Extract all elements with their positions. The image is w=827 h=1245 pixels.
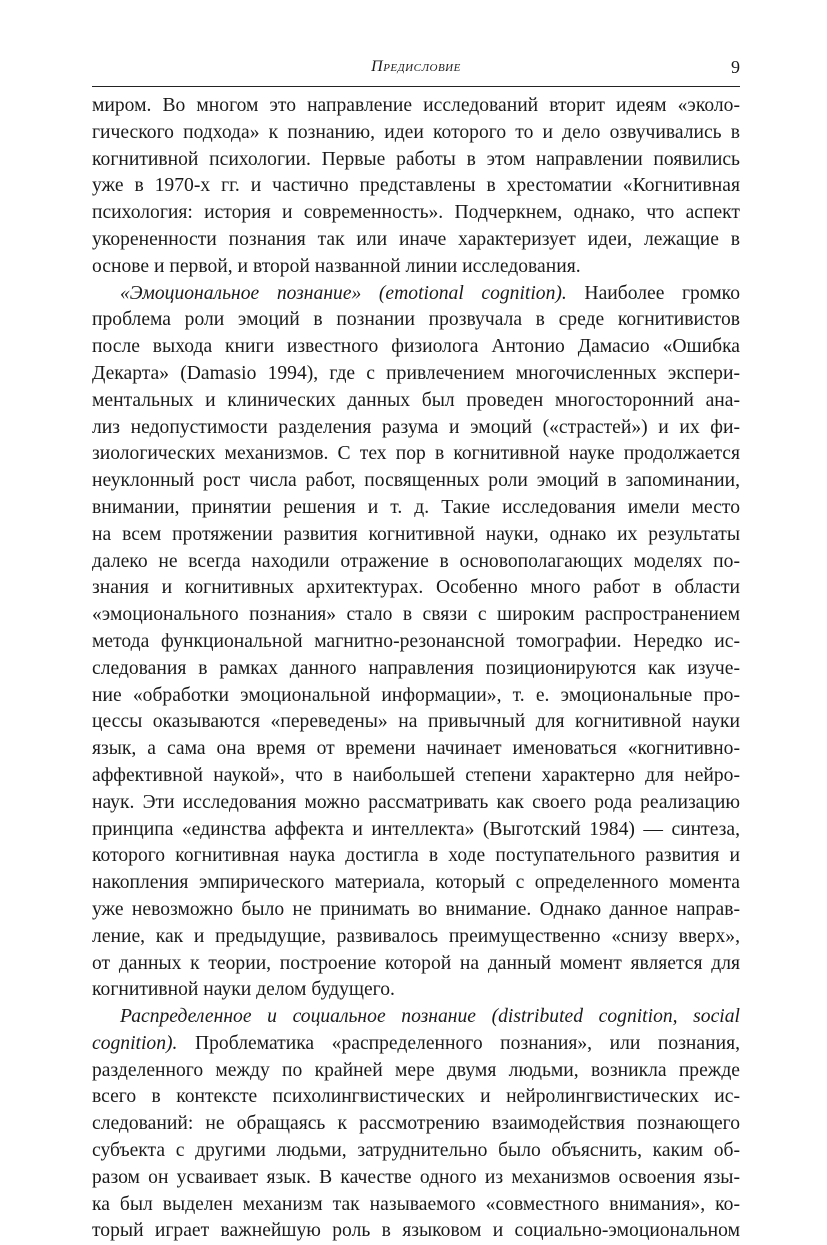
running-title: Предисловие (371, 58, 461, 75)
text-line: укорененности познания так или иначе характеризует идеи, лежащие в (92, 228, 740, 250)
text-line: когнитивной науки делом будущего. (92, 979, 395, 1001)
text-line: гического подхода» к познанию, идеи которого то и дело озвучивались в (92, 121, 740, 143)
text-line: ментальных и клинических данных был проведен многосторонний ана- (92, 389, 740, 411)
section-heading-distributed-cognition: Распределенное и социальное познание (distributed cognition, social (120, 1006, 740, 1028)
text-line: далеко не всегда находили отражение в основополагающих моделях по- (92, 550, 740, 572)
text-line: наук. Эти исследования можно рассматривать как своего рода реализацию (92, 791, 740, 813)
text-line (92, 281, 740, 308)
text-line: от данных к теории, построение которой на данный момент является для (92, 952, 740, 974)
text-line: ление, как и предыдущие, развивалось преимущественно «снизу вверх», (92, 925, 740, 947)
paragraph-3 (92, 1004, 740, 1245)
text-line: знания и когнитивных архитектурах. Особенно много работ в области (92, 577, 740, 599)
text-line: разом он усваивает язык. В качестве одного из механизмов освоения язы- (92, 1166, 740, 1188)
text-line: всего в контексте психолингвистических и нейролингвистических ис- (92, 1086, 740, 1108)
text-line (92, 1031, 740, 1058)
text-line: следований: не обращаясь к рассмотрению взаимодействия познающего (92, 1113, 740, 1135)
text-line: после выхода книги известного физиолога Антонио Дамасио «Ошибка (92, 336, 740, 358)
text-line: психология: история и современность». Подчеркнем, однако, что аспект (92, 202, 740, 224)
text-line: уже невозможно было не принимать во внимание. Однако данное направ- (92, 898, 740, 920)
text-line: следования в рамках данного направления позиционируются как изуче- (92, 657, 740, 679)
section-heading-continuation: cognition). (92, 1032, 178, 1054)
text-line: ние «обработки эмоциональной информации», т. е. эмоциональные про- (92, 684, 740, 706)
text-line: уже в 1970-х гг. и частично представлены в хрестоматии «Когнитивная (92, 175, 740, 197)
text-fragment: Наиболее громко (566, 282, 740, 304)
text-line: аффективной наукой», что в наибольшей степени характерно для нейро- (92, 764, 740, 786)
text-line: Декарта» (Damasio 1994), где с привлечением многочисленных экспери- (92, 362, 740, 384)
section-heading-emotional-cognition: «Эмоциональное познание» (emotional cognition). (120, 282, 567, 304)
text-line: миром. Во многом это направление исследований вторит идеям «эколо- (92, 95, 740, 116)
text-line: которого когнитивная наука достигла в ходе поступательного развития и (92, 845, 740, 867)
paragraph-1 (92, 93, 740, 281)
text-line: основе и первой, и второй названной линии исследования. (92, 255, 581, 277)
text-line: принципа «единства аффекта и интеллекта» (Выготский 1984) — синтеза, (92, 818, 740, 840)
text-line: на всем протяжении развития когнитивной науки, однако их результаты (92, 523, 740, 545)
body-text (92, 93, 740, 1245)
book-page (92, 0, 740, 1245)
text-line: проблема роли эмоций в познании прозвучала в среде когнитивистов (92, 309, 740, 331)
text-line: зиологических механизмов. С тех пор в когнитивной науке продолжается (92, 443, 740, 465)
text-line: разделенного между по крайней мере двумя людьми, возникла прежде (92, 1059, 740, 1081)
text-line: внимании, принятии решения и т. д. Такие исследования имели место (92, 496, 740, 518)
text-line: лиз недопустимости разделения разума и эмоций («страстей») и их фи- (92, 416, 740, 438)
text-fragment: Проблематика «распределенного познания», или познания, (177, 1032, 740, 1054)
text-line: язык, а сама она время от времени начинает именоваться «когнитивно- (92, 738, 740, 760)
text-line: ка был выделен механизм так называемого «совместного внимания», ко- (92, 1193, 740, 1215)
text-line: цессы оказываются «переведены» на привычный для когнитивной науки (92, 711, 740, 733)
text-line: торый играет важнейшую роль в языковом и социально-эмоциональном (92, 1220, 740, 1242)
paragraph-2 (92, 281, 740, 1005)
text-line: субъекта с другими людьми, затруднительно было объяснить, каким об- (92, 1140, 740, 1162)
text-line: накопления эмпирического материала, который с определенного момента (92, 872, 740, 894)
text-line: метода функциональной магнитно-резонансной томографии. Нередко ис- (92, 630, 740, 652)
text-line: «эмоционального познания» стало в связи с широким распространением (92, 604, 740, 626)
text-line: когнитивной психологии. Первые работы в этом направлении появились (92, 148, 740, 170)
text-line: неуклонный рост числа работ, посвященных роли эмоций в запоминании, (92, 470, 740, 492)
running-header (92, 0, 740, 87)
page-number: 9 (731, 57, 740, 77)
